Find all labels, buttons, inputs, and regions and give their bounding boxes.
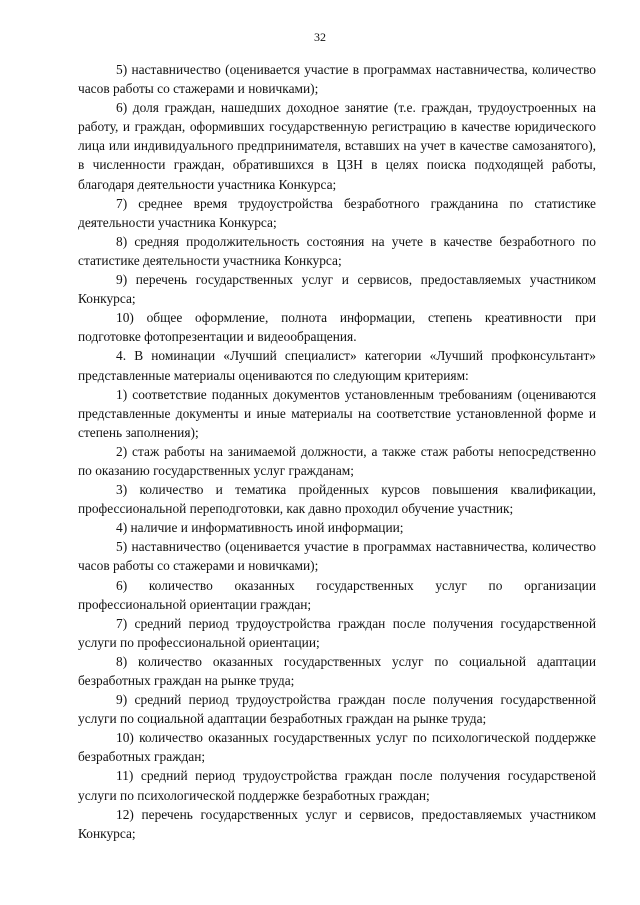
paragraph-criterion-1-documents: 1) соответствие поданных документов установленным требованиям (оцениваются представленные документы и иные материалы на соответствие установленной форме и степень заполнения); bbox=[78, 386, 596, 440]
page-number: 32 bbox=[314, 30, 326, 44]
paragraph-criterion-12-services-list: 12) перечень государственных услуг и сервисов, предоставляемых участником Конкурса; bbox=[78, 806, 596, 841]
paragraph-criterion-3-training: 3) количество и тематика пройденных курсов повышения квалификации, профессиональной переподготовки, как давно проходил обучение участник; bbox=[78, 482, 596, 517]
paragraph-criterion-11-psychological-period: 11) средний период трудоустройства граждан после получения государственой услуги по психологической поддержке безработных граждан; bbox=[78, 768, 596, 803]
paragraph-criterion-5-mentoring-b: 5) наставничество (оценивается участие в программах наставничества, количество часов работы со стажерами и новичками); bbox=[78, 539, 596, 574]
document-body bbox=[78, 60, 596, 843]
paragraph-criterion-9-adaptation-period: 9) средний период трудоустройства граждан после получения государственной услуги по социальной адаптации безработных граждан на рынке труда; bbox=[78, 692, 596, 727]
paragraph-criterion-7-average-time: 7) среднее время трудоустройства безработного гражданина по статистике деятельности участника Конкурса; bbox=[78, 195, 596, 230]
paragraph-criterion-5-mentoring: 5) наставничество (оценивается участие в программах наставничества, количество часов работы со стажерами и новичками); bbox=[78, 62, 596, 97]
paragraph-criterion-10-presentation: 10) общее оформление, полнота информации, степень креативности при подготовке фотопрезентации и видеообращения. bbox=[78, 310, 596, 345]
paragraph-criterion-10-psychological-services: 10) количество оказанных государственных услуг по психологической поддержке безработных граждан; bbox=[78, 730, 596, 765]
paragraph-section-4-intro: 4. В номинации «Лучший специалист» категории «Лучший профконсультант» представленные материалы оцениваются по следующим критериям: bbox=[78, 348, 596, 383]
paragraph-criterion-8-registration-duration: 8) средняя продолжительность состояния на учете в качестве безработного по статистике деятельности участника Конкурса; bbox=[78, 233, 596, 268]
paragraph-criterion-7-orientation-period: 7) средний период трудоустройства граждан после получения государственной услуги по профессиональной ориентации; bbox=[78, 615, 596, 650]
paragraph-criterion-6-employment-share: 6) доля граждан, нашедших доходное занятие (т.е. граждан, трудоустроенных на работу, и граждан, оформивших государственную регистрацию в качестве юридического лица или индивидуального предпринимателя, вставших на учет в качестве самозанятого), в численности граждан, обратившихся в ЦЗН в целях поиска подходящей работы, благодаря деятельности участника Конкурса; bbox=[78, 100, 596, 192]
paragraph-criterion-8-adaptation-services: 8) количество оказанных государственных услуг по социальной адаптации безработных граждан на рынке труда; bbox=[78, 653, 596, 688]
paragraph-criterion-9-services-list: 9) перечень государственных услуг и сервисов, предоставляемых участником Конкурса; bbox=[78, 272, 596, 307]
paragraph-criterion-6-orientation-services: 6) количество оказанных государственных услуг по организации профессиональной ориентации граждан; bbox=[78, 577, 596, 612]
paragraph-criterion-4-other-info: 4) наличие и информативность иной информации; bbox=[116, 520, 404, 536]
paragraph-criterion-2-experience: 2) стаж работы на занимаемой должности, а также стаж работы непосредственно по оказанию государственных услуг гражданам; bbox=[78, 443, 596, 478]
